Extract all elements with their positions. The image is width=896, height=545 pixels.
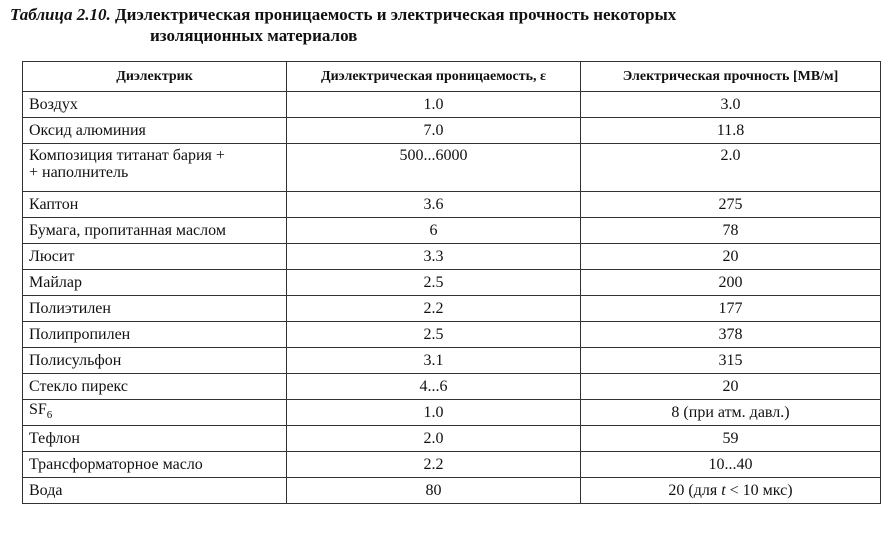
cell-material: Воздух	[23, 92, 287, 118]
cell-permittivity: 2.0	[287, 426, 581, 452]
table-row	[23, 270, 881, 296]
cell-permittivity: 80	[287, 478, 581, 504]
cell-strength: 275	[581, 192, 881, 218]
cell-strength: 8 (при атм. давл.)	[581, 400, 881, 426]
table-caption	[10, 4, 880, 46]
cell-permittivity: 1.0	[287, 92, 581, 118]
material-name-line2: + наполнитель	[29, 164, 129, 181]
table-row	[23, 400, 881, 426]
cell-permittivity: 3.3	[287, 244, 581, 270]
table-header-row	[23, 62, 881, 92]
cell-material: Трансформаторное масло	[23, 452, 287, 478]
cell-material: Полиэтилен	[23, 296, 287, 322]
header-dielectric: Диэлектрик	[23, 62, 287, 92]
table-row	[23, 192, 881, 218]
cell-strength: 59	[581, 426, 881, 452]
material-formula-subscript: 6	[46, 409, 53, 422]
table-row	[23, 296, 881, 322]
cell-material: Вода	[23, 478, 287, 504]
cell-permittivity: 3.1	[287, 348, 581, 374]
cell-strength: 11.8	[581, 118, 881, 144]
table-row	[23, 92, 881, 118]
cell-material: Полисульфон	[23, 348, 287, 374]
cell-permittivity: 2.5	[287, 270, 581, 296]
cell-material: Люсит	[23, 244, 287, 270]
cell-strength: 2.0	[581, 144, 881, 192]
cell-permittivity: 2.2	[287, 452, 581, 478]
cell-strength: 20	[581, 244, 881, 270]
cell-permittivity: 1.0	[287, 400, 581, 426]
cell-strength: 78	[581, 218, 881, 244]
table-row	[23, 374, 881, 400]
dielectric-table	[22, 61, 881, 504]
material-formula: SF	[29, 400, 47, 418]
table-number: Таблица 2.10.	[10, 5, 111, 24]
cell-material	[23, 400, 287, 426]
table-row	[23, 322, 881, 348]
table-title-line1: Диэлектрическая проницаемость и электрическая прочность некоторых	[114, 5, 677, 24]
cell-permittivity: 2.2	[287, 296, 581, 322]
table-row	[23, 426, 881, 452]
table-row	[23, 452, 881, 478]
table-row	[23, 118, 881, 144]
table-row	[23, 144, 881, 192]
cell-strength: 378	[581, 322, 881, 348]
table-row	[23, 244, 881, 270]
cell-permittivity: 6	[287, 218, 581, 244]
cell-permittivity: 2.5	[287, 322, 581, 348]
cell-permittivity: 4...6	[287, 374, 581, 400]
cell-strength: 10...40	[581, 452, 881, 478]
cell-permittivity: 3.6	[287, 192, 581, 218]
table-row	[23, 348, 881, 374]
cell-material: Тефлон	[23, 426, 287, 452]
cell-permittivity: 7.0	[287, 118, 581, 144]
cell-material: Стекло пирекс	[23, 374, 287, 400]
cell-material: Майлар	[23, 270, 287, 296]
table-title-line2: изоляционных материалов	[150, 26, 358, 45]
strength-variable: t	[721, 482, 726, 499]
material-name-line1: Композиция титанат бария +	[29, 147, 225, 164]
cell-permittivity: 500...6000	[287, 144, 581, 192]
cell-strength: 3.0	[581, 92, 881, 118]
strength-suffix: < 10 мкс)	[725, 482, 793, 499]
cell-strength: 315	[581, 348, 881, 374]
strength-prefix: 20 (для	[668, 482, 722, 499]
cell-strength	[581, 478, 881, 504]
cell-strength: 177	[581, 296, 881, 322]
cell-material: Каптон	[23, 192, 287, 218]
cell-strength: 200	[581, 270, 881, 296]
table-row	[23, 218, 881, 244]
cell-material: Полипропилен	[23, 322, 287, 348]
cell-strength: 20	[581, 374, 881, 400]
cell-material	[23, 144, 287, 192]
cell-material: Бумага, пропитанная маслом	[23, 218, 287, 244]
table-row	[23, 478, 881, 504]
header-strength: Электрическая прочность [МВ/м]	[581, 62, 881, 92]
header-permittivity: Диэлектрическая проницаемость, ε	[287, 62, 581, 92]
cell-material: Оксид алюминия	[23, 118, 287, 144]
